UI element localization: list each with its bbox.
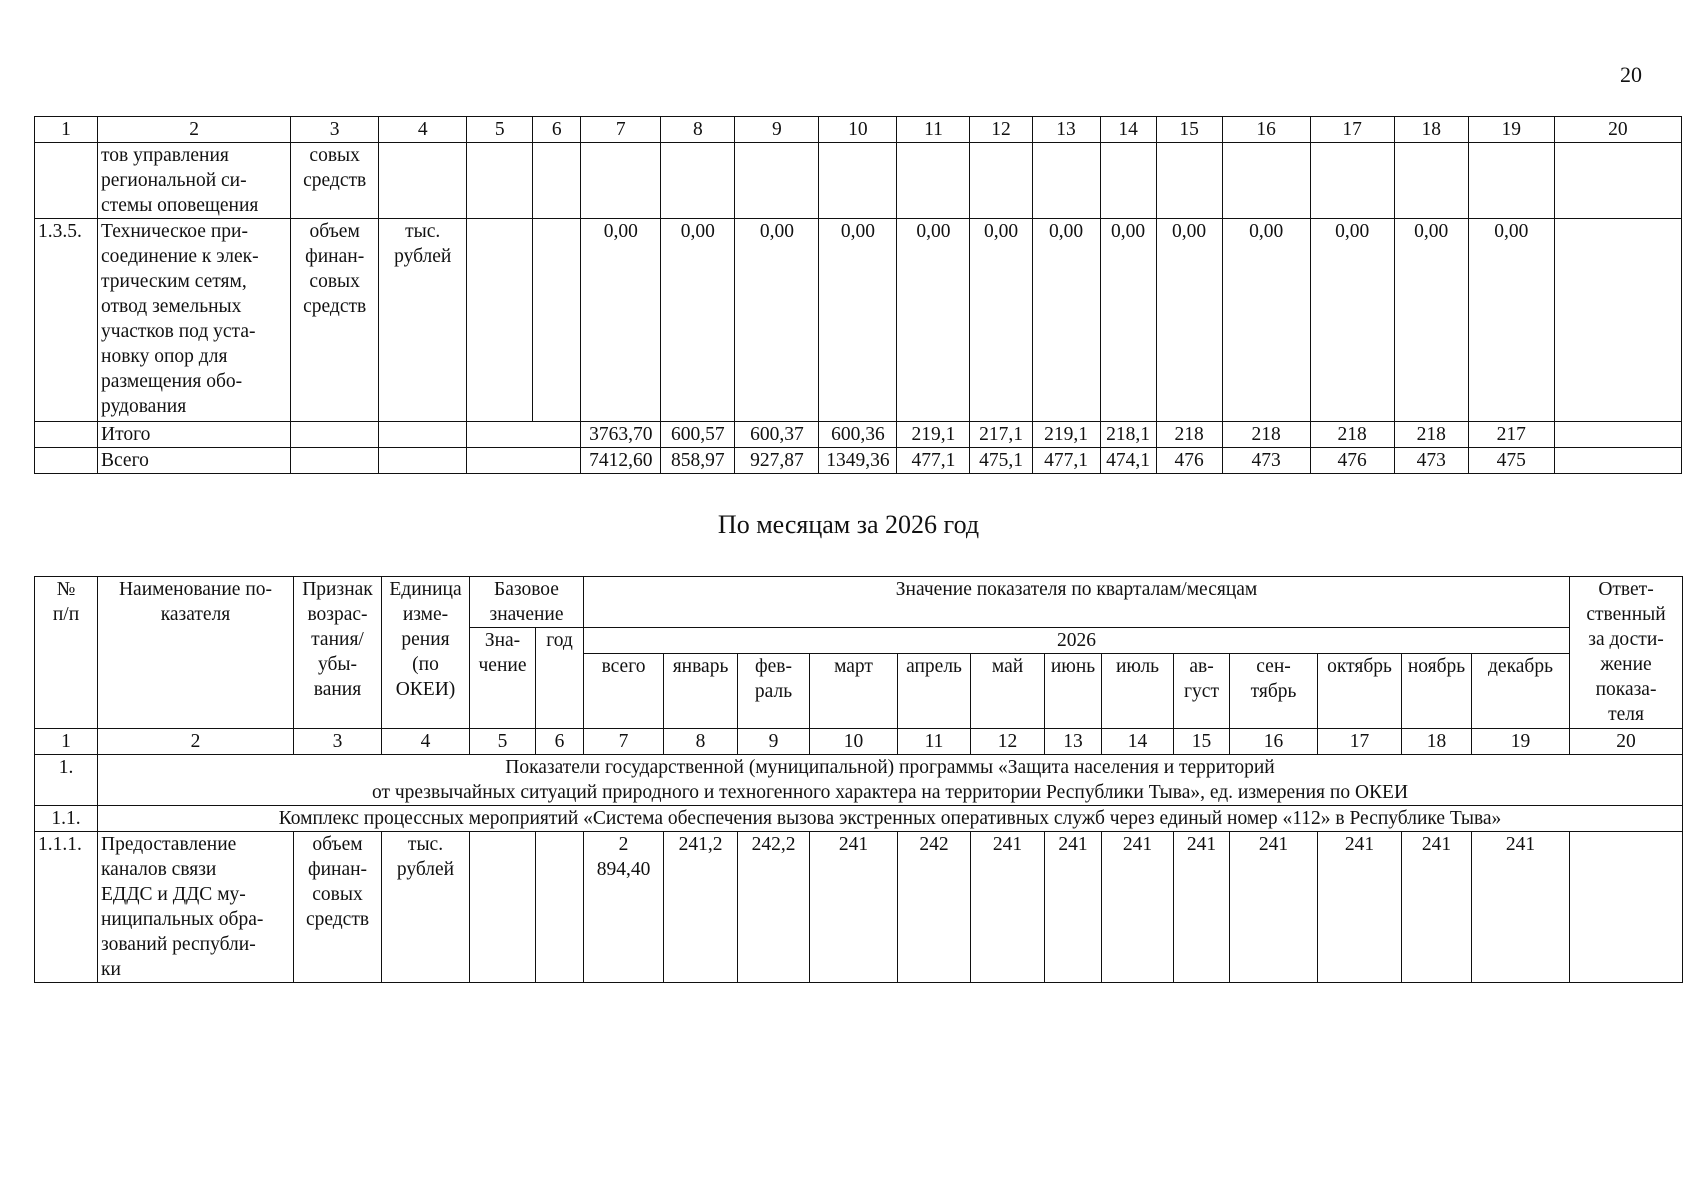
value-cell: 241 [971,832,1045,983]
col-number: 19 [1468,117,1554,143]
value-cell: 0,00 [1310,219,1394,422]
value-cell: 927,87 [735,448,819,474]
value-cell: 475 [1468,448,1554,474]
table-row-vsego [35,448,1682,474]
value-cell: 474,1 [1100,448,1156,474]
section-row-1-1 [35,806,1683,832]
top-table [34,116,1682,474]
value-cell: 0,00 [970,219,1032,422]
value-cell: 0,00 [897,219,970,422]
col-number: 18 [1402,729,1472,755]
header-row-1 [35,577,1683,628]
row-number: 1.3.5. [35,219,98,422]
header-month: декабрь [1472,654,1570,729]
bottom-table [34,576,1683,983]
value-cell: 858,97 [661,448,735,474]
value-cell: 218 [1310,422,1394,448]
value-cell: 241 [1472,832,1570,983]
value-cell: 241 [1402,832,1472,983]
indicator-attribute: объем финан- совых средств [291,219,379,422]
col-number: 3 [291,117,379,143]
column-number-row [35,117,1682,143]
table-row-continuation [35,143,1682,219]
col-number: 15 [1174,729,1230,755]
value-cell: 219,1 [897,422,970,448]
indicator-name: Техническое при- соединение к элек- трическим сетям, отвод земельных участков под уста- новку опор для размещения обо- рудования [98,219,291,422]
header-month: фев- раль [738,654,810,729]
unit: тыс. рублей [379,219,467,422]
value-cell: 242,2 [738,832,810,983]
col-number: 17 [1318,729,1402,755]
header-month: май [971,654,1045,729]
value-cell: 0,00 [1394,219,1468,422]
value-cell: 2 894,40 [584,832,664,983]
value-cell: 475,1 [970,448,1032,474]
header-attribute: Признак возрас- тания/ убы- вания [294,577,382,729]
header-base: Базовое значение [470,577,584,628]
col-number: 6 [536,729,584,755]
value-cell: 0,00 [1032,219,1100,422]
col-number: 1 [35,117,98,143]
value-cell: 0,00 [581,219,661,422]
value-cell: 242 [898,832,971,983]
col-number: 16 [1222,117,1310,143]
col-number: 1 [35,729,98,755]
table-row-itogo [35,422,1682,448]
header-base-value: Зна- чение [470,628,536,729]
col-number: 9 [735,117,819,143]
col-number: 13 [1032,117,1100,143]
value-cell: 477,1 [897,448,970,474]
value-cell: 0,00 [735,219,819,422]
value-cell: 241 [1318,832,1402,983]
header-month: июнь [1045,654,1102,729]
row-number: 1. [35,755,98,806]
indicator-attribute: совых средств [291,143,379,219]
col-number: 5 [470,729,536,755]
value-cell: 217,1 [970,422,1032,448]
value-cell: 241 [1174,832,1230,983]
value-cell: 600,37 [735,422,819,448]
value-cell: 0,00 [1222,219,1310,422]
value-cell: 217 [1468,422,1554,448]
col-number: 6 [533,117,581,143]
row-number: 1.1.1. [35,832,98,983]
col-number: 4 [379,117,467,143]
value-cell: 600,36 [819,422,897,448]
col-number: 8 [661,117,735,143]
value-cell: 0,00 [1156,219,1222,422]
header-responsible: Ответ- ственный за дости- жение показа- теля [1570,577,1683,729]
col-number: 17 [1310,117,1394,143]
col-number: 7 [584,729,664,755]
col-number: 10 [819,117,897,143]
value-cell: 241 [1102,832,1174,983]
table-row-1-1-1 [35,832,1683,983]
header-year: 2026 [584,628,1570,654]
header-unit: Единица изме- рения (по ОКЕИ) [382,577,470,729]
col-number: 16 [1230,729,1318,755]
value-cell: 219,1 [1032,422,1100,448]
section-row-1 [35,755,1683,806]
value-cell: 7412,60 [581,448,661,474]
col-number: 18 [1394,117,1468,143]
col-number: 9 [738,729,810,755]
col-number: 20 [1554,117,1681,143]
col-number: 7 [581,117,661,143]
value-cell: 241 [1045,832,1102,983]
value-cell: 476 [1310,448,1394,474]
value-cell: 218 [1222,422,1310,448]
col-number: 11 [897,117,970,143]
col-number: 2 [98,729,294,755]
header-month: ав- густ [1174,654,1230,729]
header-month: сен- тябрь [1230,654,1318,729]
page-number: 20 [1620,62,1642,87]
value-cell: 473 [1394,448,1468,474]
value-cell: 241,2 [664,832,738,983]
indicator-name: тов управления региональной си- стемы оповещения [98,143,291,219]
row-number: 1.1. [35,806,98,832]
value-cell: 0,00 [1100,219,1156,422]
header-month: апрель [898,654,971,729]
col-number: 11 [898,729,971,755]
header-month: октябрь [1318,654,1402,729]
header-num: № п/п [35,577,98,729]
value-cell: 218,1 [1100,422,1156,448]
header-values-title: Значение показателя по кварталам/месяцам [584,577,1570,628]
header-month: март [810,654,898,729]
col-number: 14 [1100,117,1156,143]
row-label: Итого [98,422,291,448]
col-number: 12 [970,117,1032,143]
value-cell: 3763,70 [581,422,661,448]
header-month: январь [664,654,738,729]
col-number: 15 [1156,117,1222,143]
value-cell: 218 [1394,422,1468,448]
col-number: 5 [467,117,533,143]
section-heading: По месяцам за 2026 год [717,510,980,539]
indicator-attribute: объем финан- совых средств [294,832,382,983]
col-number: 4 [382,729,470,755]
value-cell: 473 [1222,448,1310,474]
col-number: 19 [1472,729,1570,755]
indicator-name: Предоставление каналов связи ЕДДС и ДДС му- ниципальных обра- зований республи- ки [98,832,294,983]
value-cell: 476 [1156,448,1222,474]
header-base-year: год [536,628,584,729]
header-name: Наименование по- казателя [98,577,294,729]
value-cell: 241 [1230,832,1318,983]
col-number: 3 [294,729,382,755]
col-number: 2 [98,117,291,143]
header-month: июль [1102,654,1174,729]
col-number: 13 [1045,729,1102,755]
section-title: Комплекс процессных мероприятий «Система обеспечения вызова экстренных оперативных служб через единый номер «112» в Республике Тыва» [98,806,1683,832]
col-number: 14 [1102,729,1174,755]
row-label: Всего [98,448,291,474]
section-title: Показатели государственной (муниципальной) программы «Защита населения и территорий от чрезвычайных ситуаций природного и техногенного характера на территории Республики Тыва», ед. измерения по ОКЕИ [98,755,1683,806]
col-number: 12 [971,729,1045,755]
value-cell: 0,00 [1468,219,1554,422]
value-cell: 0,00 [661,219,735,422]
value-cell: 477,1 [1032,448,1100,474]
value-cell: 218 [1156,422,1222,448]
col-number: 10 [810,729,898,755]
header-month: всего [584,654,664,729]
value-cell: 0,00 [819,219,897,422]
table-row-1-3-5 [35,219,1682,422]
col-number: 8 [664,729,738,755]
unit: тыс. рублей [382,832,470,983]
value-cell: 241 [810,832,898,983]
col-number: 20 [1570,729,1683,755]
column-number-row [35,729,1683,755]
header-month: ноябрь [1402,654,1472,729]
value-cell: 1349,36 [819,448,897,474]
value-cell: 600,57 [661,422,735,448]
